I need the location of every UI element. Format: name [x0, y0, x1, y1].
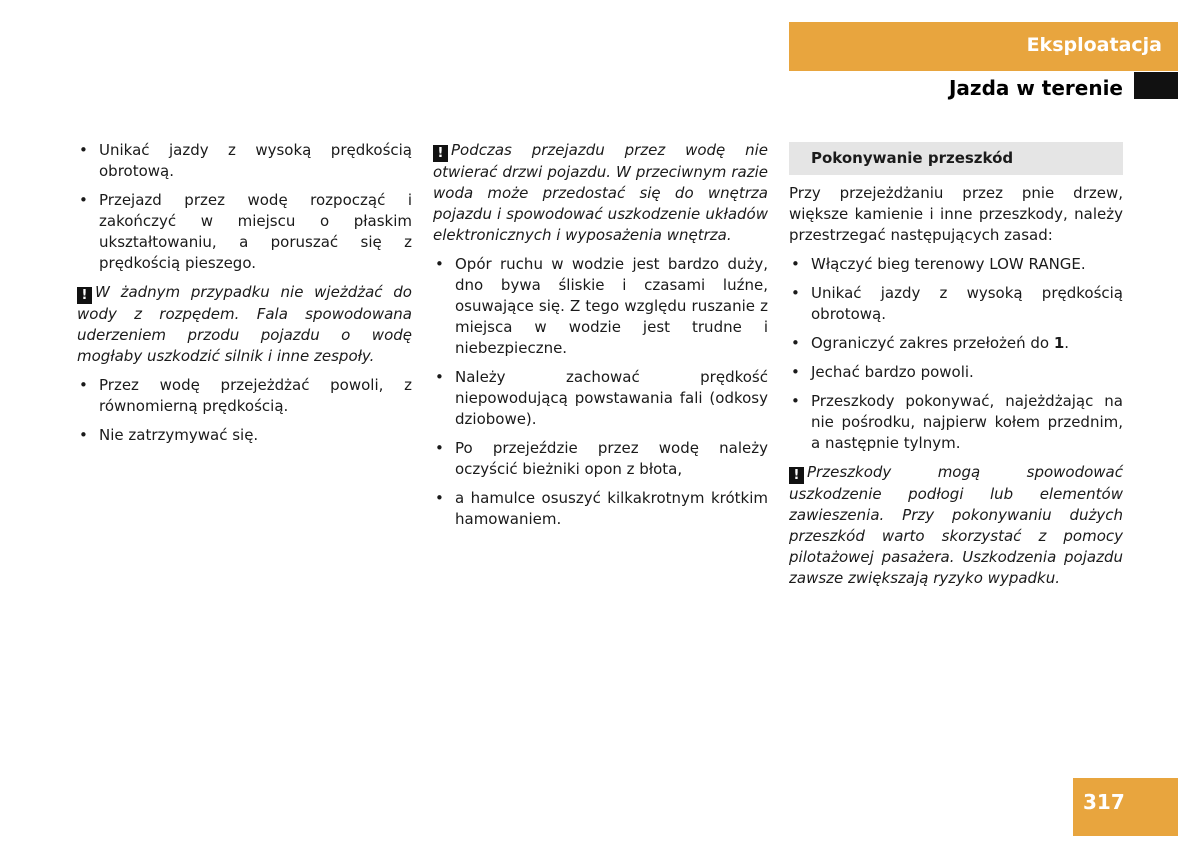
gear-value: 1 [1053, 334, 1065, 352]
warning-icon: ! [789, 467, 804, 484]
bullet-icon: • [791, 363, 800, 381]
bullet-icon: • [435, 439, 444, 457]
list-item [433, 438, 768, 480]
list-item-text: Należy zachować prędkość niepowodującą powstawania fali (odkosy dziobowe). [455, 368, 768, 428]
list-item [433, 367, 768, 430]
bullet-icon: • [791, 255, 800, 273]
list-item-text: Przeszkody pokonywać, najeżdżając na nie pośrodku, najpierw kołem przednim, a następnie tylnym. [811, 392, 1123, 452]
list-item [789, 254, 1123, 275]
list-item-text: Przez wodę przejeżdżać powoli, z równomierną prędkością. [99, 376, 412, 415]
warning-text: Podczas przejazdu przez wodę nie otwierać drzwi pojazdu. W przeciwnym razie woda może przedostać się do wnętrza pojazdu i spowodować uszkodzenie układów elektronicznych i wyposażenia wnętrza. [433, 141, 768, 244]
list-item [789, 391, 1123, 454]
list-item-text: Po przejeździe przez wodę należy oczyścić bieżniki opon z błota, [455, 439, 768, 478]
warning-note [433, 140, 768, 246]
bullet-icon: • [791, 392, 800, 410]
list-item [433, 254, 768, 359]
section-marker [1134, 72, 1178, 99]
bullet-list [77, 140, 412, 274]
bullet-icon: • [79, 191, 88, 209]
column-middle [433, 140, 768, 538]
warning-icon: ! [433, 145, 448, 162]
list-item-text: Nie zatrzymywać się. [99, 426, 259, 444]
bullet-list [77, 375, 412, 446]
bullet-icon: • [791, 334, 800, 352]
list-item [77, 375, 412, 417]
list-item [77, 190, 412, 274]
list-item-text: Jechać bardzo powoli. [811, 363, 974, 381]
chapter-header [789, 22, 1178, 71]
bullet-list [433, 254, 768, 530]
bullet-icon: • [79, 141, 88, 159]
list-item-text: a hamulce osuszyć kilkakrotnym krótkim hamowaniem. [455, 489, 768, 528]
list-item [789, 333, 1123, 354]
bullet-list [789, 254, 1123, 454]
section-title: Jazda w terenie [948, 76, 1123, 100]
list-item [789, 362, 1123, 383]
chapter-title: Eksploatacja [1026, 34, 1162, 56]
page-number: 317 [1083, 790, 1125, 814]
bullet-icon: • [79, 376, 88, 394]
gear-suffix: . [1064, 334, 1070, 352]
warning-text: Przeszkody mogą spowodować uszkodzenie podłogi lub elementów zawieszenia. Przy pokonywaniu dużych przeszkód warto skorzystać z pomocy pilotażowej pasażera. Uszkodzenia pojazdu zawsze zwiększają ryzyko wypadku. [789, 463, 1123, 587]
list-item [433, 488, 768, 530]
subsection-heading: Pokonywanie przeszkód [789, 142, 1123, 175]
list-item-text: Przejazd przez wodę rozpocząć i zakończyć w miejscu o płaskim ukształtowaniu, a poruszać się z prędkością pieszego. [99, 191, 412, 272]
warning-note [77, 282, 412, 367]
list-item [789, 283, 1123, 325]
list-item [77, 140, 412, 182]
warning-note [789, 462, 1123, 589]
list-item-text: Opór ruchu w wodzie jest bardzo duży, dno bywa śliskie i czasami luźne, osuwające się. Z tego względu ruszanie z miejsca w wodzie jest trudne i niebezpieczne. [455, 255, 768, 357]
list-item [77, 425, 412, 446]
bullet-icon: • [435, 255, 444, 273]
list-item-text: Unikać jazdy z wysoką prędkością obrotową. [811, 284, 1123, 323]
bullet-icon: • [79, 426, 88, 444]
page-number-box [1073, 778, 1178, 836]
bullet-icon: • [435, 368, 444, 386]
warning-text: W żadnym przypadku nie wjeżdżać do wody z rozpędem. Fala spowodowana uderzeniem przodu pojazdu o wodę mogłaby uszkodzić silnik i inne zespoły. [77, 283, 412, 365]
list-item-text: Unikać jazdy z wysoką prędkością obrotową. [99, 141, 412, 180]
bullet-icon: • [791, 284, 800, 302]
intro-paragraph: Przy przejeżdżaniu przez pnie drzew, większe kamienie i inne przeszkody, należy przestrzegać następujących zasad: [789, 184, 1123, 244]
warning-icon: ! [77, 287, 92, 304]
column-left [77, 140, 412, 454]
column-right [789, 140, 1123, 597]
list-item-text: Ograniczyć zakres przełożeń do [811, 334, 1054, 352]
bullet-icon: • [435, 489, 444, 507]
list-item-text: Włączyć bieg terenowy LOW RANGE. [811, 255, 1086, 273]
section-header [789, 72, 1178, 102]
